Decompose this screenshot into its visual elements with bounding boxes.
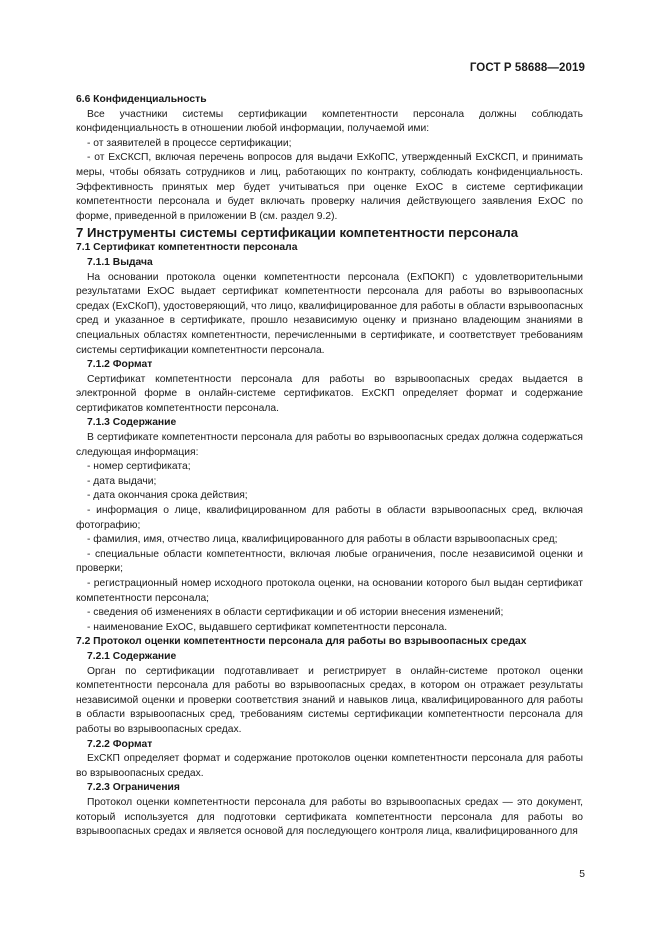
list-item: - наименование ExOC, выдавшего сертификат компетентности персонала. [87,621,448,633]
list-item: - дата окончания срока действия; [87,490,248,502]
section-7-1-2-paragraph: Сертификат компетентности персонала для работы во взрывоопасных средах выдается в электронной форме в онлайн-системе сертификатов. ExСКП определяет формат и содержание сертификатов компетентности персонала. [76,373,583,414]
list-item: - специальные области компетентности, включая любые ограничения, после независимой оценки и проверки; [76,548,583,575]
section-7-1-3-paragraph: В сертификате компетентности персонала для работы во взрывоопасных средах должна содержаться следующая информация: [76,432,583,458]
page-number: 5 [579,869,585,880]
section-6-6-item-2: - от ExCКСП, включая перечень вопросов для выдачи ExКоПС, утвержденный ExCКСП, и принимать меры, чтобы обязать сотрудников и лиц, работающих по контракту, соблюдать конфиденциальность. Эффективность принятых мер будет учитываться при оценке ExOC в системе сертификации компетентности персонала и будет включать проверку наличия действующего заявления ExOC по форме, приведенной в приложении В (см. раздел 9.2). [76,152,583,222]
list-item: - дата выдачи; [87,475,157,487]
section-7-1-3-title: 7.1.3 Содержание [87,417,177,429]
section-7-2-2-paragraph: ExСКП определяет формат и содержание протоколов оценки компетентности персонала для работы во взрывоопасных средах. [76,753,583,779]
section-7-title: 7 Инструменты системы сертификации компетентности персонала [76,225,519,241]
section-7-1-1-title: 7.1.1 Выдача [87,256,153,268]
list-item: - номер сертификата; [87,461,191,473]
list-item: - сведения об изменениях в области сертификации и об истории внесения изменений; [87,607,504,619]
section-7-2-2-title: 7.2.2 Формат [87,738,153,750]
list-item: - регистрационный номер исходного протокола оценки, на основании которого был выдан сертификат компетентности персонала; [76,578,583,604]
section-6-6-item-1: - от заявителей в процессе сертификации; [87,137,292,149]
section-7-2-3-paragraph: Протокол оценки компетентности персонала для работы во взрывоопасных средах — это документ, который используется для подготовки сертификата компетентности персонала для работы во взрывоопасных средах и является основой для последующего контроля лица, квалифицированного для [76,796,583,838]
list-item: - фамилия, имя, отчество лица, квалифицированного для работы в области взрывоопасных сред; [87,534,558,546]
section-7-2-3-title: 7.2.3 Ограничения [87,782,180,794]
list-item: - информация о лице, квалифицированном для работы в области взрывоопасных сред, включая фотографию; [76,505,583,531]
section-7-1-2-title: 7.1.2 Формат [87,359,153,371]
section-6-6-title: 6.6 Конфиденциальность [76,94,207,105]
standard-designation: ГОСТ Р 58688—2019 [469,62,585,74]
section-7-1-title: 7.1 Сертификат компетентности персонала [76,242,298,254]
section-7-2-title: 7.2 Протокол оценки компетентности персонала для работы во взрывоопасных средах [76,636,527,648]
section-7-1-1-paragraph: На основании протокола оценки компетентности персонала (ExПОКП) с удовлетворительными результатами ExOC выдает сертификат компетентности персонала для работы во взрывоопасных средах (ExСКоП), удостоверяющий, что лицо, квалифицированное для работы в области взрывоопасных сред и указанное в сертификате, прошло независимую оценку и признано владеющим знаниями в специальных областях компетентности, перечисленными в сертификате, и соответствует требованиям системы сертификации компетентности персонала. [76,271,583,356]
certificate-content-list [76,460,583,635]
section-7-2-1-title: 7.2.1 Содержание [87,650,177,662]
section-6-6-paragraph: Все участники системы сертификации компетентности персонала должны соблюдать конфиденциальность в отношении любой информации, получаемой ими: [76,108,583,135]
document-body [76,93,583,840]
section-7-2-1-paragraph: Орган по сертификации подготавливает и регистрирует в онлайн-системе протокол оценки компетентности персонала для работы во взрывоопасных средах, в котором он отражает результаты независимой оценки и проверки соответствия знаний и навыков лица, квалифицированного для работы в области взрывоопасных сред, требованиям системы сертификации компетентности персонала для работы во взрывоопасных средах. [76,665,583,735]
